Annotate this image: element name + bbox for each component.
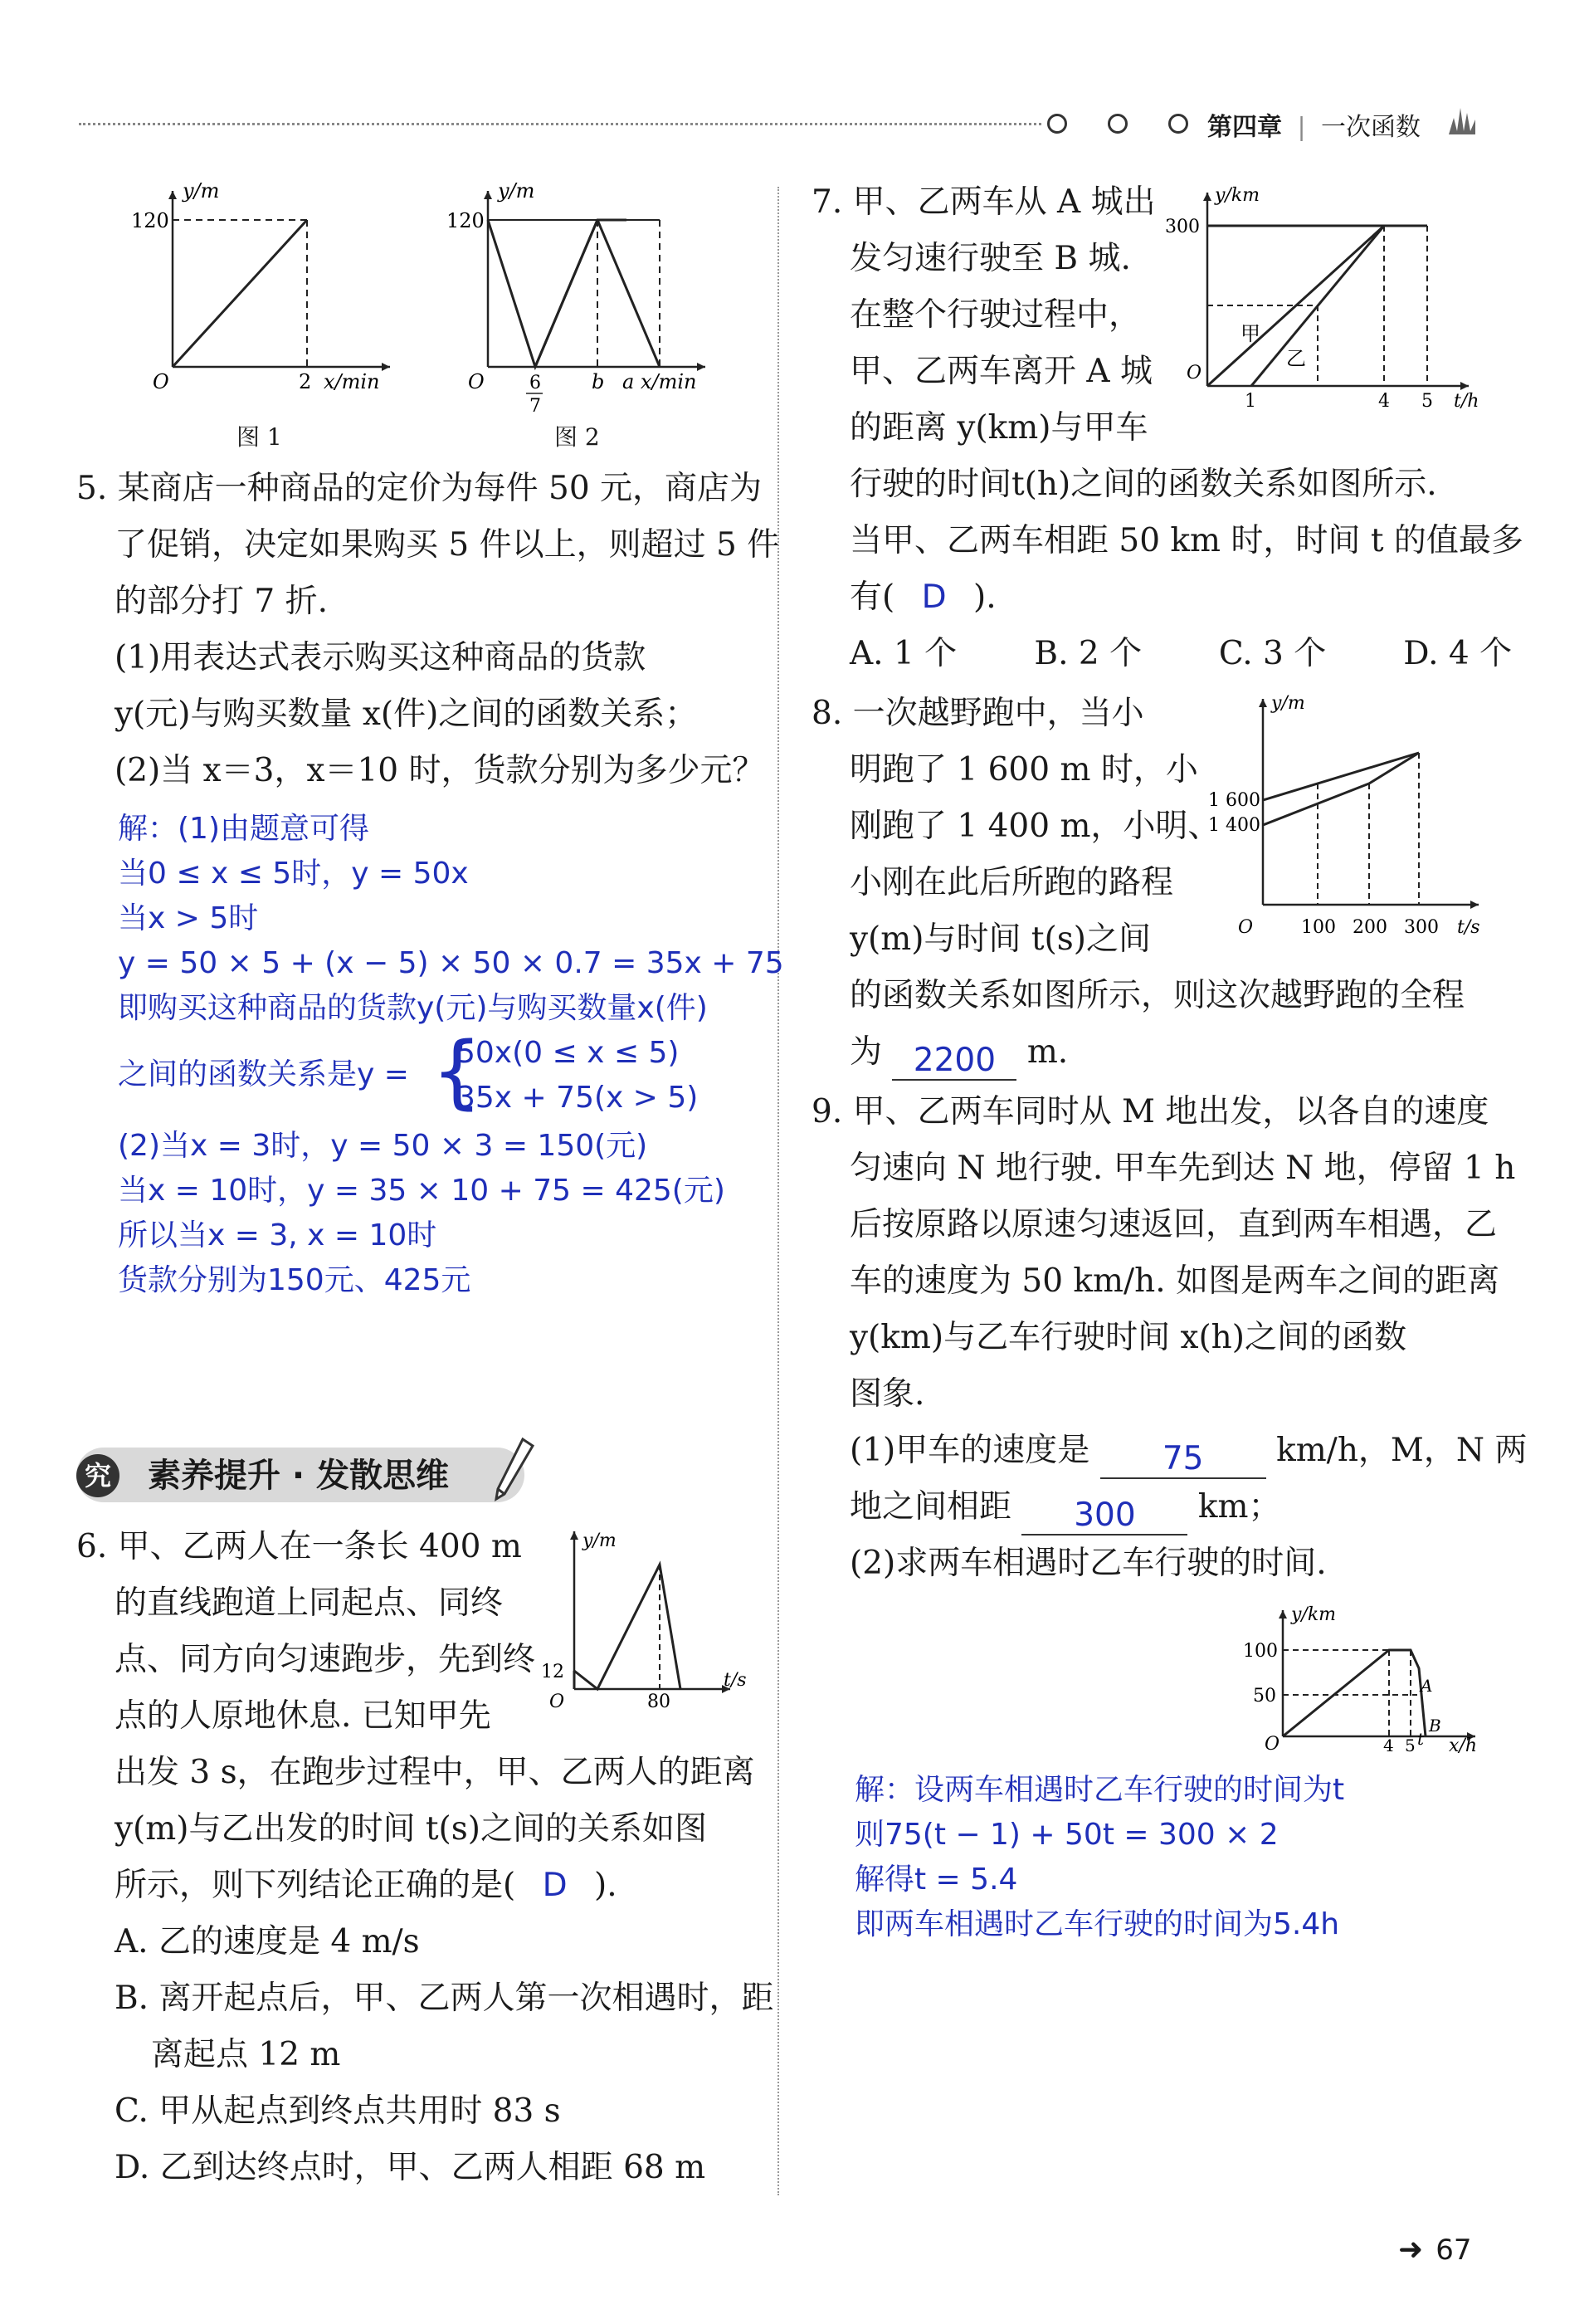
q6-option-c: C. 甲从起点到终点共用时 83 s bbox=[115, 2092, 561, 2130]
figure-1 bbox=[131, 174, 407, 451]
q7-line: 甲、乙两车离开 A 城 bbox=[850, 353, 1153, 390]
fig2-x-label: x/min bbox=[641, 370, 697, 393]
q7-graph-x-tick-5: 5 bbox=[1421, 391, 1433, 412]
q5-answer-line: 所以当x = 3, x = 10时 bbox=[118, 1218, 437, 1252]
q8-answer-blank: 2200 bbox=[892, 1044, 1016, 1081]
q9-line: km； bbox=[1197, 1488, 1281, 1526]
q7-graph-x-label: t/h bbox=[1454, 391, 1479, 412]
q8-line: m. bbox=[1026, 1033, 1069, 1071]
q7-graph bbox=[1162, 183, 1494, 427]
q6-graph-x-label: t/s bbox=[724, 1670, 747, 1691]
q7-graph-label-jia: 甲 bbox=[1240, 322, 1260, 345]
fig2-origin: O bbox=[468, 370, 485, 393]
section-title: 素养提升 · 发散思维 bbox=[148, 1457, 450, 1495]
q6-answer: D bbox=[542, 1867, 568, 1904]
arrow-right-icon: ➜ bbox=[1398, 2233, 1424, 2267]
circle-icon bbox=[1047, 114, 1067, 134]
fig1-origin: O bbox=[153, 370, 169, 393]
fig2-y-tick: 120 bbox=[446, 209, 485, 232]
q6-option-b-cont: 离起点 12 m bbox=[151, 2036, 341, 2073]
q9-speed-blank: 75 bbox=[1100, 1443, 1266, 1479]
q5-answer-line: 50x(0 ≤ x ≤ 5) bbox=[456, 1036, 680, 1070]
fig2-x-tick-den: 7 bbox=[529, 396, 541, 417]
q8-fill-line bbox=[812, 1024, 1465, 1081]
q9-graph-origin: O bbox=[1265, 1734, 1280, 1755]
chapter-label: 第四章 bbox=[1207, 113, 1282, 142]
fig2-caption: 图 2 bbox=[554, 423, 600, 451]
section-badge: 究 bbox=[76, 1454, 119, 1497]
q9-answer-line: 则75(t − 1) + 50t = 300 × 2 bbox=[855, 1818, 1279, 1852]
grass-icon bbox=[1444, 101, 1480, 141]
q6-line: 点的人原地休息. 已知甲先 bbox=[115, 1697, 491, 1735]
q6-line: 6. 甲、乙两人在一条长 400 m bbox=[76, 1528, 522, 1565]
q9-line: (1)甲车的速度是 bbox=[850, 1432, 1090, 1469]
q8-graph-y-label: y/m bbox=[1271, 693, 1305, 714]
q6-graph-y-label: y/m bbox=[582, 1531, 617, 1551]
q5-answer-line: 即购买这种商品的货款y(元)与购买数量x(件) bbox=[118, 991, 708, 1025]
q7-option-c: C. 3 个 bbox=[1218, 635, 1327, 672]
q9-graph-x-tick-t: t bbox=[1417, 1729, 1425, 1749]
q6-graph-origin: O bbox=[549, 1692, 565, 1712]
q9-graph-x-label: x/h bbox=[1449, 1736, 1477, 1756]
q9-answer-line: 解得t = 5.4 bbox=[855, 1863, 1018, 1897]
q9-graph-x-tick-5: 5 bbox=[1405, 1736, 1416, 1755]
q6-line: 出发 3 s，在跑步过程中，甲、乙两人的距离 bbox=[115, 1754, 755, 1791]
q5-piecewise bbox=[118, 1025, 784, 1124]
q8-line: 刚跑了 1 400 m，小明、 bbox=[850, 808, 1221, 845]
q6-option-d: D. 乙到达终点时，甲、乙两人相距 68 m bbox=[115, 2149, 706, 2186]
q7-graph-label-yi: 乙 bbox=[1286, 347, 1306, 370]
q6-line: 所示，则下列结论正确的是( bbox=[115, 1867, 516, 1904]
fig2-y-label: y/m bbox=[498, 179, 535, 203]
fig1-y-tick: 120 bbox=[131, 209, 169, 232]
q9-graph-y-label: y/km bbox=[1291, 1604, 1337, 1625]
q5-answer-line: 35x + 75(x > 5) bbox=[456, 1081, 699, 1115]
q9-line: (2)求两车相遇时乙车行驶的时间. bbox=[850, 1545, 1327, 1582]
question-9 bbox=[812, 1084, 1527, 1592]
circle-icon bbox=[1168, 114, 1188, 134]
q9-fill-line-2 bbox=[812, 1479, 1527, 1536]
q7-graph-x-tick-4: 4 bbox=[1378, 391, 1390, 412]
q9-line: 图象. bbox=[850, 1375, 925, 1413]
q6-line: 点、同方向匀速跑步，先到终 bbox=[115, 1641, 536, 1678]
chapter-title: 一次函数 bbox=[1321, 113, 1421, 142]
q6-graph bbox=[531, 1523, 755, 1726]
q9-graph-y-tick-50: 50 bbox=[1253, 1686, 1276, 1706]
q7-graph-y-tick: 300 bbox=[1165, 217, 1200, 237]
q5-answer-line: 解：(1)由题意可得 bbox=[118, 812, 369, 846]
q9-line: km/h，M，N 两 bbox=[1276, 1432, 1528, 1469]
q9-answer bbox=[855, 1768, 1344, 1947]
q5-answer-line: (2)当x = 3时，y = 50 × 3 = 150(元) bbox=[118, 1129, 648, 1163]
q5-line: (2)当 x＝3，x＝10 时，货款分别为多少元？ bbox=[115, 752, 765, 789]
q5-answer-line: 当0 ≤ x ≤ 5时，y = 50x bbox=[118, 857, 469, 891]
q5-answer-line: 之间的函数关系是y = bbox=[118, 1057, 409, 1091]
q8-graph-x-label: t/s bbox=[1457, 917, 1480, 938]
fig1-caption: 图 1 bbox=[236, 423, 282, 451]
q7-line: 的距离 y(km)与甲车 bbox=[850, 409, 1148, 447]
q8-line: y(m)与时间 t(s)之间 bbox=[850, 920, 1151, 958]
q9-line: 后按原路以原速匀速返回，直到两车相遇，乙 bbox=[850, 1206, 1498, 1243]
fig2-x-tick-num: 6 bbox=[529, 373, 541, 393]
q7-choice-line bbox=[812, 569, 1523, 626]
q7-graph-y-label: y/km bbox=[1215, 185, 1260, 206]
fig2-x-tick-a: a bbox=[622, 370, 635, 393]
fig2-x-tick-b: b bbox=[592, 370, 605, 393]
q9-fill-line-1 bbox=[812, 1423, 1527, 1479]
q9-line: 9. 甲、乙两车同时从 M 地出发，以各自的速度 bbox=[812, 1093, 1489, 1130]
figure-2 bbox=[446, 174, 722, 451]
q8-graph-y-tick-1600: 1 600 bbox=[1208, 790, 1260, 811]
page-number: 67 bbox=[1435, 2233, 1472, 2267]
q9-line: 车的速度为 50 km/h. 如图是两车之间的距离 bbox=[850, 1262, 1500, 1300]
q7-option-d: D. 4 个 bbox=[1403, 635, 1513, 672]
q8-line: 明跑了 1 600 m 时，小 bbox=[850, 751, 1198, 788]
header-dotted-rule bbox=[79, 123, 1041, 125]
q7-line: 发匀速行驶至 B 城. bbox=[850, 240, 1131, 277]
q9-graph-x-tick-4: 4 bbox=[1383, 1736, 1394, 1755]
q7-option-a: A. 1 个 bbox=[850, 635, 958, 672]
q7-line: 行驶的时间t(h)之间的函数关系如图所示. bbox=[850, 466, 1437, 503]
page-number-area bbox=[1398, 2233, 1472, 2267]
fig1-x-label: x/min bbox=[324, 370, 380, 393]
q6-choice-line bbox=[76, 1858, 773, 1914]
q9-line: 地之间相距 bbox=[850, 1488, 1012, 1526]
q7-line: 在整个行驶过程中， bbox=[850, 296, 1142, 334]
q9-line: y(km)与乙车行驶时间 x(h)之间的函数 bbox=[850, 1319, 1407, 1356]
q6-line: 的直线跑道上同起点、同终 bbox=[115, 1584, 504, 1622]
q9-answer-line: 即两车相遇时乙车行驶的时间为5.4h bbox=[855, 1907, 1340, 1941]
q7-options bbox=[812, 626, 1523, 682]
q9-distance-blank: 300 bbox=[1021, 1499, 1187, 1536]
q5-line: 5. 某商店一种商品的定价为每件 50 元，商店为 bbox=[76, 470, 763, 507]
header-chapter: 第四章 | 一次函数 bbox=[1207, 113, 1421, 142]
q6-graph-x-tick: 80 bbox=[647, 1692, 670, 1712]
q7-line: 当甲、乙两车相距 50 km 时，时间 t 的值最多 bbox=[850, 522, 1523, 559]
q5-line: 的部分打 7 折. bbox=[115, 583, 329, 620]
q7-line: 有( bbox=[850, 579, 895, 616]
fig1-y-label: y/m bbox=[183, 179, 220, 203]
q5-answer-line: 当x > 5时 bbox=[118, 901, 259, 935]
question-5 bbox=[76, 461, 779, 799]
q5-line: y(元)与购买数量 x(件)之间的函数关系； bbox=[115, 696, 698, 733]
q5-answer bbox=[118, 807, 784, 1303]
q9-graph-y-tick-100: 100 bbox=[1243, 1641, 1278, 1662]
q6-line: ). bbox=[594, 1867, 617, 1904]
q8-graph-x-tick-100: 100 bbox=[1301, 917, 1336, 938]
pencil-icon bbox=[490, 1436, 539, 1506]
circle-icon bbox=[1108, 114, 1128, 134]
q5-answer-line: 货款分别为150元、425元 bbox=[118, 1263, 471, 1297]
q5-line: 了促销，决定如果购买 5 件以上，则超过 5 件 bbox=[115, 526, 780, 564]
q8-line: 小刚在此后所跑的路程 bbox=[850, 864, 1174, 901]
q8-graph-x-tick-200: 200 bbox=[1353, 917, 1387, 938]
q9-line: 匀速向 N 地行驶. 甲车先到达 N 地，停留 1 h bbox=[850, 1150, 1516, 1187]
q6-line: y(m)与乙出发的时间 t(s)之间的关系如图 bbox=[115, 1810, 707, 1848]
q6-option-a: A. 乙的速度是 4 m/s bbox=[115, 1923, 420, 1960]
q5-answer-line: 当x = 10时，y = 35 × 10 + 75 = 425(元) bbox=[118, 1174, 725, 1208]
q8-line: 为 bbox=[850, 1033, 883, 1071]
q7-line: ). bbox=[973, 579, 997, 616]
q5-line: (1)用表达式表示购买这种商品的货款 bbox=[115, 639, 646, 676]
brace-icon: { bbox=[431, 1025, 483, 1118]
q6-graph-y-tick: 12 bbox=[541, 1662, 564, 1682]
q9-graph bbox=[1226, 1602, 1492, 1763]
q8-graph bbox=[1208, 691, 1494, 951]
q8-line: 的函数关系如图所示，则这次越野跑的全程 bbox=[850, 977, 1465, 1014]
q7-graph-x-tick-1: 1 bbox=[1245, 391, 1256, 412]
q8-graph-y-tick-1400: 1 400 bbox=[1208, 815, 1260, 836]
q7-answer: D bbox=[921, 579, 947, 616]
q5-answer-line: y = 50 × 5 + (x − 5) × 50 × 0.7 = 35x + 75 bbox=[118, 946, 784, 980]
q7-graph-origin: O bbox=[1187, 363, 1202, 383]
q8-line: 8. 一次越野跑中，当小 bbox=[812, 695, 1144, 732]
fig1-x-tick: 2 bbox=[299, 370, 312, 393]
q7-option-b: B. 2 个 bbox=[1034, 635, 1143, 672]
q9-answer-line: 解：设两车相遇时乙车行驶的时间为t bbox=[855, 1773, 1345, 1807]
q6-option-b: B. 离开起点后，甲、乙两人第一次相遇时，距 bbox=[115, 1980, 774, 2017]
q8-graph-origin: O bbox=[1238, 917, 1254, 938]
header-circle-icons bbox=[1047, 114, 1188, 137]
q9-graph-point-b: B bbox=[1429, 1716, 1441, 1736]
q7-line: 7. 甲、乙两车从 A 城出 bbox=[812, 183, 1156, 221]
q9-graph-point-a: A bbox=[1421, 1676, 1433, 1696]
q8-graph-x-tick-300: 300 bbox=[1404, 917, 1439, 938]
